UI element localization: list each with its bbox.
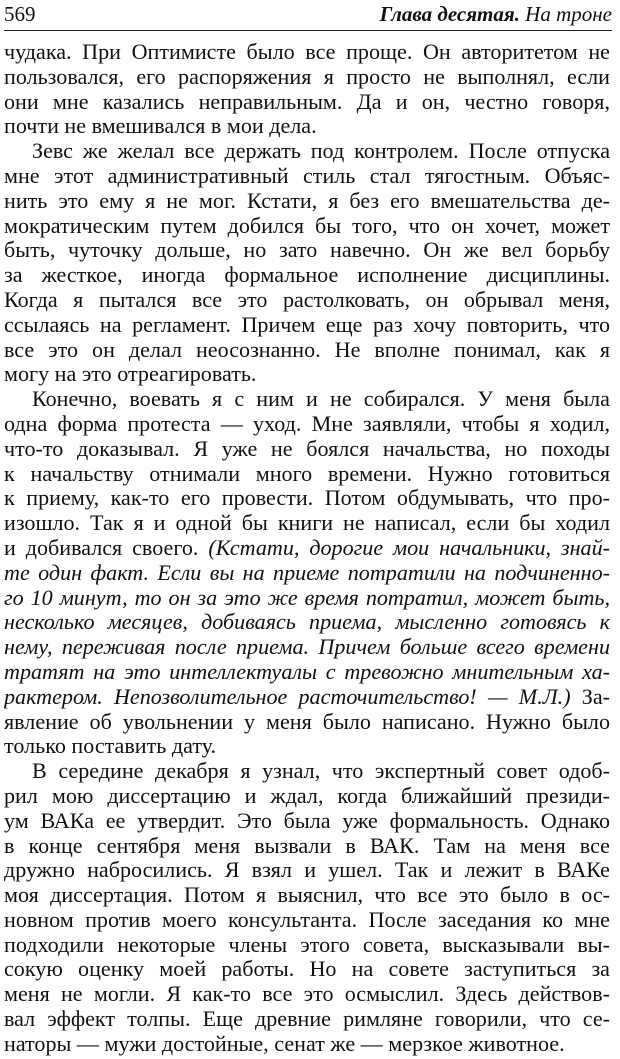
chapter-title: Глава десятая.: [379, 2, 520, 26]
text-line: все это он делал неосознанно. Не вполне понимал, как я: [4, 337, 610, 362]
italic-aside-text: нему, переживая после приема. Причем больше всего времени: [4, 635, 610, 660]
text-line: чудака. При Оптимисте было все проще. Он авторитетом не: [4, 40, 610, 64]
italic-aside-text: несколько месяцев, добиваясь приема, мысленно готовясь к: [4, 610, 610, 635]
italic-aside-text: тратят на это интеллектуалы с тревожно мнительным ха-: [4, 659, 610, 684]
text-line: [4, 412, 610, 437]
text-line: [4, 734, 610, 759]
line-text: Конечно, воевать я с ним и не собирался. У меня была: [32, 387, 610, 412]
paragraph: [4, 759, 610, 1057]
text-line: меня не могли. Я как-то все это осмыслил. Здесь действов-: [4, 982, 610, 1007]
text-line: дружно набросились. Я взял и ушел. Так и лежит в ВАКе: [4, 858, 610, 883]
line-text: и добивался своего.: [4, 535, 209, 560]
running-header: [4, 2, 612, 31]
text-line: мократическим путем добился бы того, что он хочет, может: [4, 213, 610, 238]
text-line: моя диссертация. Потом я выяснил, что все это было в ос-: [4, 883, 610, 908]
text-line: В середине декабря я узнал, что экспертный совет одоб-: [32, 759, 610, 784]
text-line: наторы — мужи достойные, сенат же — мерзкое животное.: [4, 1031, 565, 1056]
paragraph: [4, 387, 610, 759]
running-title: [380, 2, 612, 26]
paragraph: [4, 40, 610, 139]
text-line: они мне казались неправильным. Да и он, честно говоря,: [4, 89, 610, 114]
text-line: [4, 660, 610, 685]
text-line: [4, 462, 610, 487]
text-line: могу на это отреагировать.: [4, 362, 257, 387]
text-line: сокую оценку моей работы. Но на совете заступиться за: [4, 957, 610, 982]
text-line: [4, 511, 610, 536]
line-text: к начальству отнимали много времени. Нужно готовиться: [4, 461, 610, 486]
text-line: Когда я пытался все это растолковать, он обрывал меня,: [4, 287, 610, 312]
text-line: [4, 685, 610, 710]
section-title: На троне: [525, 2, 612, 26]
text-line: за жесткое, иногда формальное исполнение дисциплины.: [4, 263, 610, 288]
text-line: рил мою диссертацию и ждал, когда ближайший президи-: [4, 783, 610, 808]
text-line: Зевс же желал все держать под контролем. После отпуска: [32, 139, 610, 164]
body-text: [4, 40, 610, 1057]
text-line: вал эффект толпы. Еще древние римляне говорили, что се-: [4, 1007, 610, 1032]
line-text: одна форма протеста — уход. Мне заявляли, чтобы я ходил,: [4, 411, 610, 436]
text-line: [4, 387, 610, 412]
text-line: быть, чуточку дольше, но зато навечно. Он же вел борьбу: [4, 238, 610, 263]
text-line: [4, 635, 610, 660]
line-text: к приему, как-то его провести. Потом обдумывать, что про-: [4, 486, 610, 511]
line-text: За-: [570, 684, 610, 709]
text-line: нить это ему я не мог. Кстати, я без его вмешательства де-: [4, 188, 610, 213]
line-text: что-то доказывал. Я уже не боялся начальства, но походы: [4, 436, 610, 461]
text-line: в конце сентября меня вызвали в ВАК. Там на меня все: [4, 833, 610, 858]
text-line: новном против моего консультанта. После заседания ко мне: [4, 907, 610, 932]
text-line: ссылаясь на регламент. Причем еще раз хочу повторить, что: [4, 312, 610, 337]
line-text: только поставить дату.: [4, 734, 217, 759]
text-line: [4, 710, 610, 735]
paragraph: [4, 139, 610, 387]
italic-aside-text: рактером. Непозволительное расточительство! — М.Л.): [4, 684, 571, 709]
italic-aside-text: (Кстати, дорогие мои начальники, знай-: [208, 535, 610, 560]
italic-aside-text: го 10 минут, то он за это же время потратил, может быть,: [4, 585, 610, 610]
text-line: мне этот административный стиль стал тягостным. Объяс-: [4, 163, 610, 188]
text-line: [4, 486, 610, 511]
text-line: [4, 437, 610, 462]
text-line: [4, 610, 610, 635]
italic-aside-text: те один факт. Если вы на приеме потратили на подчиненно-: [4, 560, 610, 585]
text-line: [4, 536, 610, 561]
line-text: явление об увольнении у меня было написано. Нужно было: [4, 709, 610, 734]
text-line: почти не вмешивался в мои дела.: [4, 114, 317, 139]
page-number: 569: [4, 2, 36, 26]
text-line: пользовался, его распоряжения я просто не выполнял, если: [4, 64, 610, 89]
line-text: изошло. Так я и одной бы книги не написал, если бы ходил: [4, 511, 610, 536]
text-line: [4, 586, 610, 611]
text-line: подходили некоторые члены этого совета, высказывали вы-: [4, 932, 610, 957]
text-line: ум ВАКа ее утвердит. Это была уже формальность. Однако: [4, 808, 610, 833]
text-line: [4, 561, 610, 586]
